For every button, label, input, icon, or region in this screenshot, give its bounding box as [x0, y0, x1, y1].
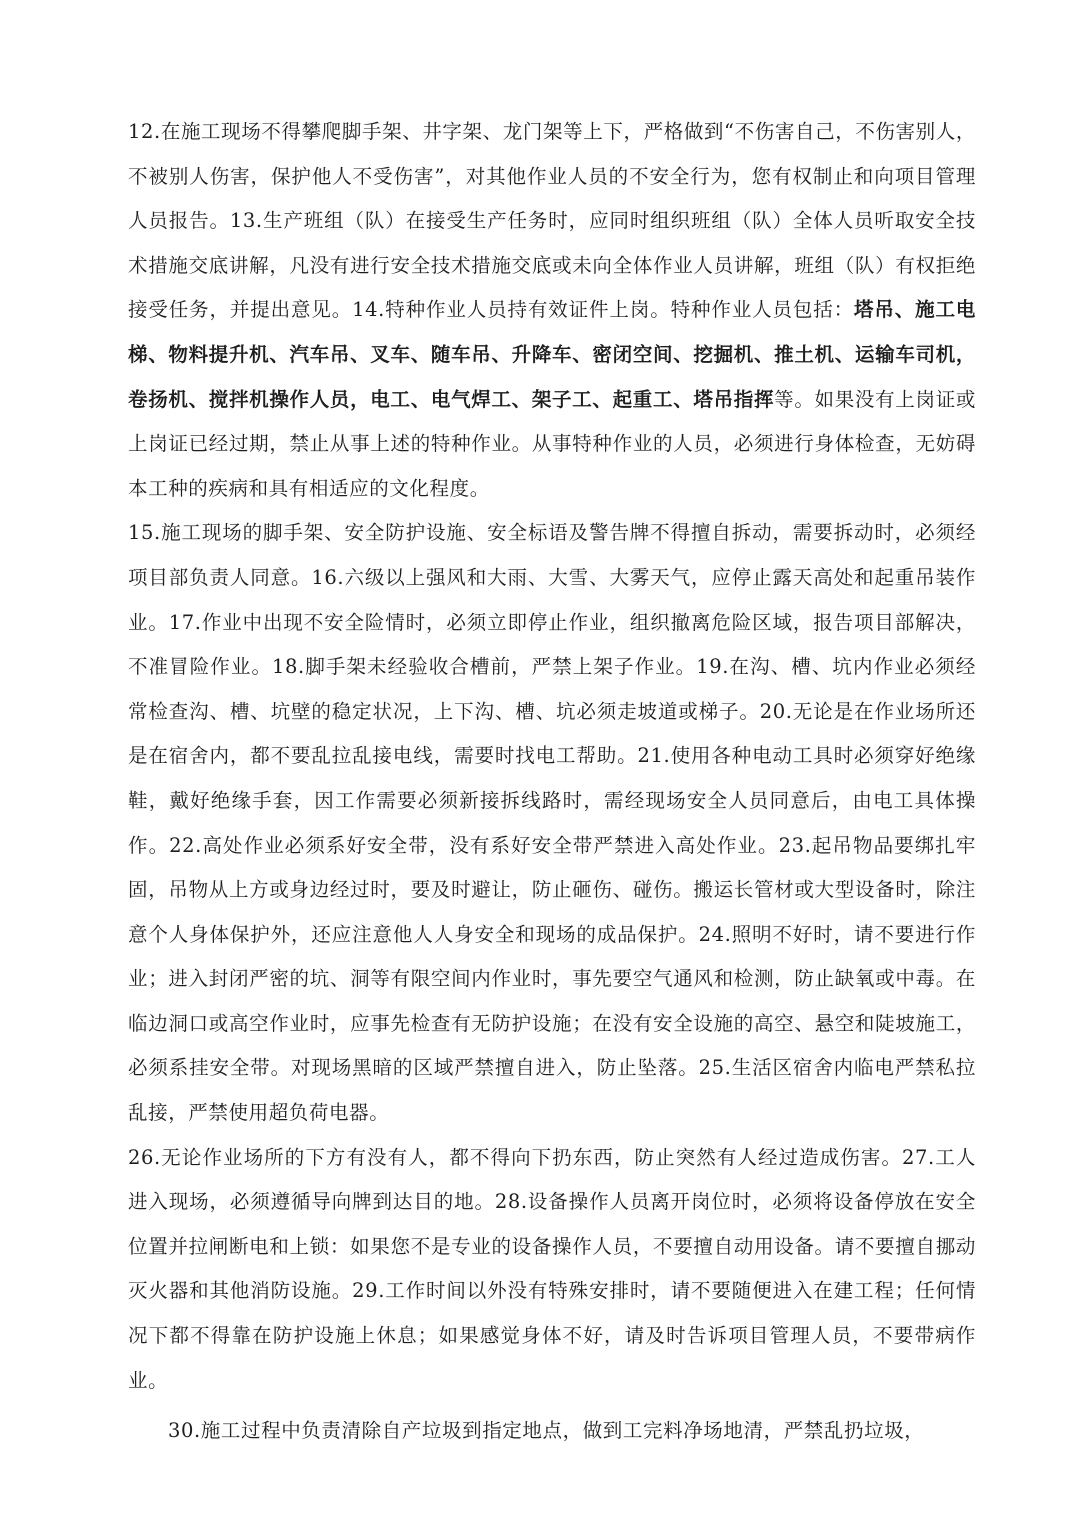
- paragraph-text: 12.在施工现场不得攀爬脚手架、井字架、龙门架等上下，严格做到“不伤害自己，不伤害别人，不被别人伤害，保护他人不受伤害”，对其他作业人员的不安全行为，您有权制止和向项目管理人员报告。13.生产班组（队）在接受生产任务时，应同时组织班组（队）全体人员听取安全技术措施交底讲解，凡没有进行安全技术措施交底或未向全体作业人员讲解，班组（队）有权拒绝接受任务，并提出意见。14.特种作业人员持有效证件上岗。特种作业人员包括：: [128, 120, 976, 322]
- paragraph-items-26-29: 26.无论作业场所的下方有没有人，都不得向下扔东西，防止突然有人经过造成伤害。27.工人进入现场，必须遵循导向牌到达目的地。28.设备操作人员离开岗位时，必须将设备停放在安全位置并拉闸断电和上锁：如果您不是专业的设备操作人员，不要擅自动用设备。请不要擅自挪动灭火器和其他消防设施。29.工作时间以外没有特殊安排时，请不要随便进入在建工程；任何情况下都不得靠在防护设施上休息；如果感觉身体不好，请及时告诉项目管理人员，不要带病作业。: [128, 1145, 976, 1392]
- document-body: [128, 110, 976, 1454]
- paragraph-item-30: 30.施工过程中负责清除自产垃圾到指定地点，做到工完料净场地清，严禁乱扔垃圾，: [168, 1419, 925, 1443]
- special-operations-list: 塔吊、施工电梯、物料提升机、汽车吊、叉车、随车吊、升降车、密闭空间、挖掘机、推土机、运输车司机，卷扬机、搅拌机操作人员，电工、电气焊工、架子工、起重工、塔吊指挥: [128, 298, 976, 411]
- paragraph-text: 等。如果没有上岗证或上岗证已经过期，禁止从事上述的特种作业。从事特种作业的人员，必须进行身体检查，无妨碍本工种的疾病和具有相适应的文化程度。: [128, 387, 976, 500]
- paragraph-items-15-25: 15.施工现场的脚手架、安全防护设施、安全标语及警告牌不得擅自拆动，需要拆动时，必须经项目部负责人同意。16.六级以上强风和大雨、大雪、大雾天气，应停止露天高处和起重吊装作业。17.作业中出现不安全险情时，必须立即停止作业，组织撤离危险区域，报告项目部解决，不准冒险作业。18.脚手架未经验收合槽前，严禁上架子作业。19.在沟、槽、坑内作业必须经常检查沟、槽、坑壁的稳定状况，上下沟、槽、坑必须走坡道或梯子。20.无论是在作业场所还是在宿舍内，都不要乱拉乱接电线，需要时找电工帮助。21.使用各种电动工具时必须穿好绝缘鞋，戴好绝缘手套，因工作需要必须新接拆线路时，需经现场安全人员同意后，由电工具体操作。22.高处作业必须系好安全带，没有系好安全带严禁进入高处作业。23.起吊物品要绑扎牢固，吊物从上方或身边经过时，要及时避让，防止砸伤、碰伤。搬运长管材或大型设备时，除注意个人身体保护外，还应注意他人人身安全和现场的成品保护。24.照明不好时，请不要进行作业；进入封闭严密的坑、洞等有限空间内作业时，事先要空气通风和检测，防止缺氧或中毒。在临边洞口或高空作业时，应事先检查有无防护设施；在没有安全设施的高空、悬空和陡坡施工，必须系挂安全带。对现场黑暗的区域严禁擅自进入，防止坠落。25.生活区宿舍内临电严禁私拉乱接，严禁使用超负荷电器。: [128, 521, 976, 1125]
- paragraph-items-12-14: [128, 110, 976, 511]
